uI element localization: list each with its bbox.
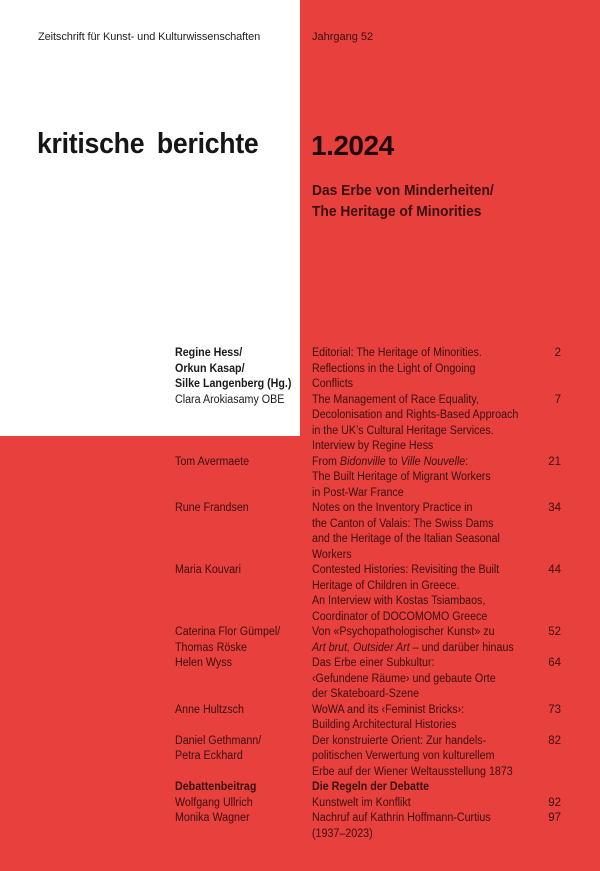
title-line: WoWA and its ‹Feminist Bricks›: xyxy=(312,703,465,716)
title-line: ‹Gefundene Räume› und gebaute Orte xyxy=(312,672,496,685)
toc-entry[interactable] xyxy=(0,346,600,393)
title-line: (1937–2023) xyxy=(312,827,373,840)
author: Orkun Kasap/ xyxy=(175,362,245,375)
title-line: Workers xyxy=(312,548,352,561)
author: Helen Wyss xyxy=(175,657,232,669)
toc-title xyxy=(312,656,526,703)
toc-title xyxy=(312,455,526,502)
toc-page-number: 82 xyxy=(548,734,561,747)
toc-entry[interactable] xyxy=(0,796,600,812)
toc-entry[interactable] xyxy=(0,703,600,734)
toc-page-number: 64 xyxy=(548,657,561,669)
toc-title xyxy=(312,625,526,656)
title-line: Building Architectural Histories xyxy=(312,719,457,731)
toc-page-number: 97 xyxy=(548,812,561,824)
title-line: Reflections in the Light of Ongoing xyxy=(312,362,476,375)
theme-line-1: Das Erbe von Minderheiten/ xyxy=(312,182,494,199)
title-line: Der konstruierte Orient: Zur handels- xyxy=(312,734,487,747)
toc-authors xyxy=(175,734,296,765)
volume-label: Jahrgang 52 xyxy=(312,31,374,43)
author: Regine Hess/ xyxy=(175,347,243,359)
title-line: Heritage of Children in Greece. xyxy=(312,579,460,592)
toc-page-number: 7 xyxy=(554,393,561,406)
title-line: Das Erbe einer Subkultur: xyxy=(312,657,435,669)
title-line: The Management of Race Equality, xyxy=(312,393,479,406)
author: Rune Frandsen xyxy=(175,502,249,514)
toc-entry[interactable] xyxy=(0,563,600,625)
title-text: From xyxy=(312,455,340,468)
title-line: Conflicts xyxy=(312,378,354,390)
toc-page-number: 21 xyxy=(548,455,561,468)
title-line: Decolonisation and Rights-Based Approach xyxy=(312,409,519,421)
section-label xyxy=(175,780,296,796)
author: Clara Arokiasamy OBE xyxy=(175,393,285,406)
title-line: in Post-War France xyxy=(312,486,404,499)
toc-authors xyxy=(175,501,296,517)
title-line: Notes on the Inventory Practice in xyxy=(312,502,473,514)
title-line: Nachruf auf Kathrin Hoffmann-Curtius xyxy=(312,812,491,824)
title-line: the Canton of Valais: The Swiss Dams xyxy=(312,517,494,530)
title-line: Interview by Regine Hess xyxy=(312,440,434,452)
author: Anne Hultzsch xyxy=(175,703,244,716)
title-line: der Skateboard-Szene xyxy=(312,688,420,700)
title-line xyxy=(312,455,526,471)
author: Daniel Gethmann/ xyxy=(175,734,262,747)
theme-line-2: The Heritage of Minorities xyxy=(312,203,482,220)
author: Tom Avermaete xyxy=(175,455,250,468)
title-line: politischen Verwertung von kulturellem xyxy=(312,750,495,762)
toc-title xyxy=(312,563,526,625)
toc-title xyxy=(312,501,526,563)
toc-page-number: 44 xyxy=(548,564,561,576)
toc-authors xyxy=(175,703,296,719)
toc-authors xyxy=(175,563,296,579)
toc-entry[interactable] xyxy=(0,455,600,502)
toc-entry[interactable] xyxy=(0,625,600,656)
toc-authors xyxy=(175,346,296,393)
toc-page-number: 34 xyxy=(548,502,561,514)
author: Maria Kouvari xyxy=(175,564,241,576)
author: Thomas Röske xyxy=(175,641,247,654)
issue-number: 1.2024 xyxy=(311,130,394,161)
issue-theme xyxy=(312,180,494,222)
title-line: Die Regeln der Debatte xyxy=(312,781,430,793)
toc-entry[interactable] xyxy=(0,734,600,781)
toc-page-number: 52 xyxy=(548,626,561,638)
toc-entry[interactable] xyxy=(0,501,600,563)
title-line: Erbe auf der Wiener Weltausstellung 1873 xyxy=(312,765,513,778)
toc-authors xyxy=(175,393,296,409)
toc-authors xyxy=(175,455,296,471)
toc-title xyxy=(312,734,526,781)
title-line: An Interview with Kostas Tsiambaos, xyxy=(312,595,486,607)
toc-page-number: 92 xyxy=(548,796,561,809)
toc-page-number: 2 xyxy=(554,347,561,359)
title-line: Von «Psychopathologischer Kunst» zu xyxy=(312,626,495,638)
title-text-italic: Bidonville xyxy=(339,455,386,468)
author: Silke Langenberg (Hg.) xyxy=(175,378,292,390)
toc-title xyxy=(312,346,526,393)
toc-entry[interactable] xyxy=(0,656,600,703)
title-text: – und darüber hinaus xyxy=(409,641,514,654)
journal-subtitle: Zeitschrift für Kunst- und Kulturwissenschaften xyxy=(38,31,261,43)
toc-section-heading xyxy=(0,780,600,796)
toc-authors xyxy=(175,796,296,812)
table-of-contents xyxy=(0,346,600,842)
title-line: Kunstwelt im Konflikt xyxy=(312,796,411,809)
title-line: The Built Heritage of Migrant Workers xyxy=(312,471,491,483)
title-line: Contested Histories: Revisiting the Built xyxy=(312,564,500,576)
title-text: to xyxy=(385,455,401,468)
toc-entry[interactable] xyxy=(0,811,600,842)
author: Petra Eckhard xyxy=(175,750,243,762)
author: Monika Wagner xyxy=(175,812,250,824)
title-text: : xyxy=(465,455,469,468)
title-text-italic: Art brut, Outsider Art xyxy=(312,641,410,654)
toc-title xyxy=(312,393,526,455)
toc-entry[interactable] xyxy=(0,393,600,455)
toc-title xyxy=(312,703,526,734)
toc-authors xyxy=(175,625,296,656)
author: Caterina Flor Gümpel/ xyxy=(175,626,281,638)
toc-title xyxy=(312,796,526,812)
section-label-text: Debattenbeitrag xyxy=(175,781,257,793)
toc-title xyxy=(312,811,526,842)
title-text-italic: Ville Nouvelle xyxy=(400,455,466,468)
title-line xyxy=(312,641,526,657)
toc-authors xyxy=(175,811,296,827)
toc-authors xyxy=(175,656,296,672)
title-line: Coordinator of DOCOMOMO Greece xyxy=(312,610,488,623)
journal-title: kritische berichte xyxy=(37,128,259,160)
author: Wolfgang Ullrich xyxy=(175,796,253,809)
section-title xyxy=(312,780,526,796)
toc-page-number: 73 xyxy=(548,703,561,716)
title-line: in the UK’s Cultural Heritage Services. xyxy=(312,424,494,437)
title-line: Editorial: The Heritage of Minorities. xyxy=(312,347,482,359)
title-line: and the Heritage of the Italian Seasonal xyxy=(312,533,500,545)
